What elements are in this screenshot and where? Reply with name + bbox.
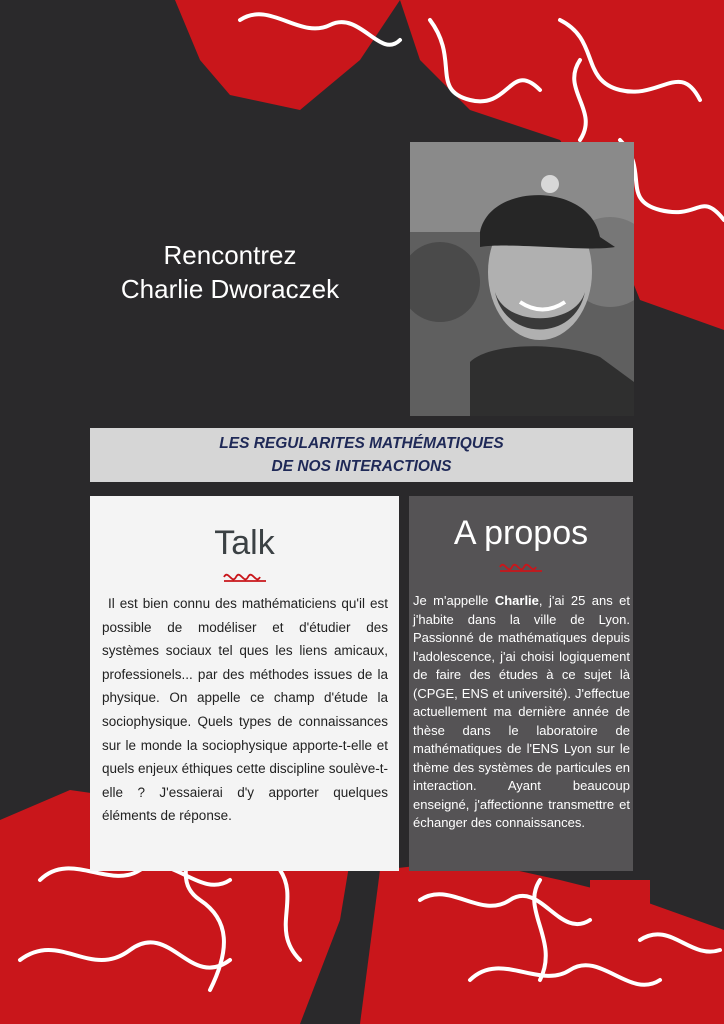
talk-title-banner — [90, 428, 633, 482]
talk-title: Talk — [214, 524, 275, 562]
about-rest: , j'ai 25 ans et j'habite dans la ville de Lyon. Passionné de mathématiques depuis l'adolescence, j'ai choisi logiquement de faire des études à ce sujet là (CPGE, ENS et université). J'effectue actuellement ma dernière année de thèse dans le laboratoire de mathématiques de l'ENS Lyon sur le thème des systèmes de particules en interaction. Ayant beaucoup enseigné, j'affectionne transmettre et échanger des connaissances. — [413, 593, 630, 830]
banner-line-1: LES REGULARITES MATHÉMATIQUES — [219, 435, 504, 452]
speaker-name: Charlie Dworaczek — [120, 274, 340, 304]
about-description — [413, 592, 630, 833]
banner-line-2: DE NOS INTERACTIONS — [271, 458, 452, 475]
about-name: Charlie — [494, 593, 539, 608]
about-card — [409, 496, 633, 871]
heading-line-1: Rencontrez — [163, 240, 297, 270]
speaker-photo — [410, 142, 634, 416]
talk-card — [90, 496, 399, 871]
about-intro: Je m'appelle — [413, 593, 495, 608]
about-title: A propos — [453, 514, 589, 552]
squiggle-icon — [498, 561, 544, 573]
talk-description: Il est bien connu des mathématiciens qu'il est possible de modéliser et d'étudier des systèmes sociaux tel ques les liens amicaux, professionels... par des méthodes issues de la physique. On appelle ce champ d'étude la sociophysique. Quels types de connaissances sur le monde la sociophysique apporte-t-elle et quels enjeux éthiques cette discipline soulève-t-elle ? J'essaierai d'y apporter quelques éléments de réponse. — [102, 596, 388, 824]
squiggle-icon — [222, 571, 268, 583]
speaker-heading — [100, 238, 360, 306]
